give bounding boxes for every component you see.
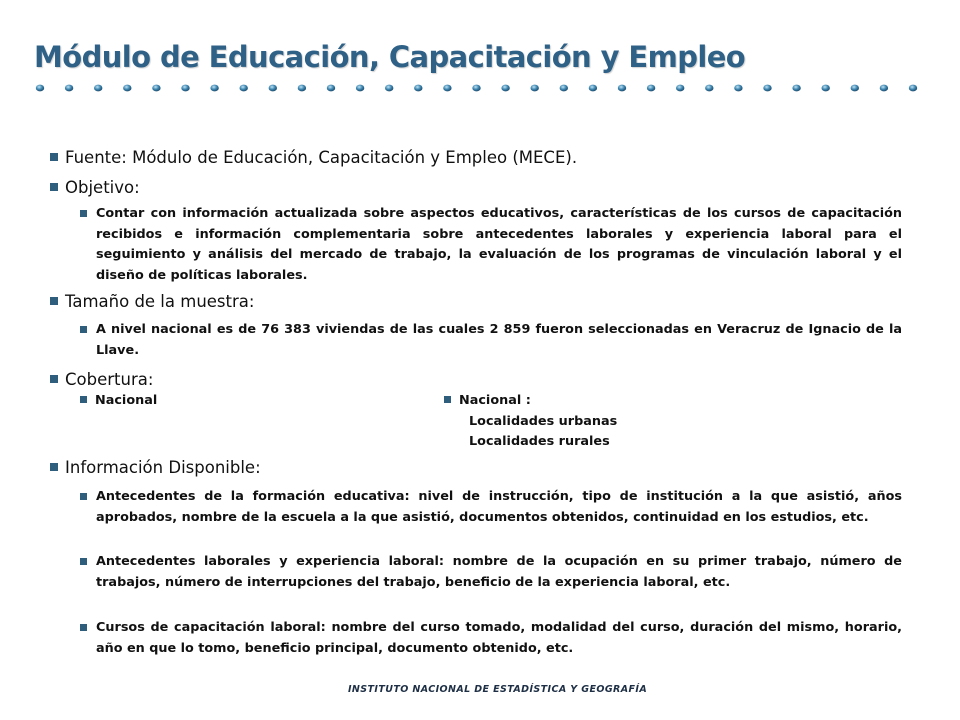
- muestra-item: [82, 320, 902, 361]
- cobertura-label: Cobertura:: [65, 370, 154, 389]
- informacion-item-text: Cursos de capacitación laboral: nombre del curso tomado, modalidad del curso, duración del mismo, horario, año en que lo tomo, beneficio principal, documento obtenido, etc.: [96, 620, 902, 656]
- section-objetivo: [50, 178, 140, 197]
- cobertura-right-list: [444, 412, 617, 453]
- square-bullet-icon: [80, 396, 87, 403]
- informacion-item: [82, 618, 902, 659]
- cobertura-right-title: Nacional :: [459, 393, 531, 408]
- square-bullet-icon: [80, 210, 87, 217]
- informacion-item: [82, 487, 902, 528]
- informacion-item-text: Antecedentes laborales y experiencia laboral: nombre de la ocupación en su primer trabajo, número de trabajos, número de interrupciones del trabajo, beneficio de la experiencia laboral, etc.: [96, 554, 902, 590]
- objetivo-item-text: Contar con información actualizada sobre aspectos educativos, características de los cursos de capacitación recibidos e información complementaria sobre antecedentes laborales y experiencia laboral para el seguimiento y análisis del mercado de trabajo, la evaluación de los programas de vinculación laboral y el diseño de políticas laborales.: [96, 206, 902, 283]
- informacion-item-text: Antecedentes de la formación educativa: nivel de instrucción, tipo de institución a la que asistió, años aprobados, nombre de la escuela a la que asistió, documentos obtenidos, continuidad en los estudios, etc.: [96, 489, 902, 525]
- objetivo-label: Objetivo:: [65, 178, 140, 197]
- cobertura-left-text: Nacional: [95, 393, 158, 408]
- square-bullet-icon: [50, 153, 58, 161]
- square-bullet-icon: [80, 624, 87, 631]
- square-bullet-icon: [80, 558, 87, 565]
- square-bullet-icon: [80, 493, 87, 500]
- section-cobertura: [50, 370, 153, 389]
- cobertura-item-rurales: Localidades rurales: [469, 434, 610, 449]
- page-title: Módulo de Educación, Capacitación y Empleo: [34, 40, 746, 74]
- section-muestra: [50, 292, 254, 311]
- square-bullet-icon: [50, 463, 58, 471]
- square-bullet-icon: [80, 326, 87, 333]
- section-fuente: [50, 148, 577, 167]
- fuente-text: Fuente: Módulo de Educación, Capacitación y Empleo (MECE).: [65, 148, 578, 167]
- section-informacion: [50, 458, 261, 477]
- muestra-label: Tamaño de la muestra:: [65, 292, 255, 311]
- objetivo-item: [82, 204, 902, 286]
- informacion-label: Información Disponible:: [65, 458, 261, 477]
- square-bullet-icon: [50, 183, 58, 191]
- cobertura-right: [444, 391, 617, 453]
- informacion-item: [82, 552, 902, 593]
- cobertura-left: [80, 391, 157, 412]
- square-bullet-icon: [444, 396, 451, 403]
- cobertura-item-urbanas: Localidades urbanas: [469, 413, 618, 429]
- muestra-item-text: A nivel nacional es de 76 383 viviendas de las cuales 2 859 fueron seleccionadas en Veracruz de Ignacio de la Llave.: [96, 322, 902, 358]
- square-bullet-icon: [50, 375, 58, 383]
- footer-institution: INSTITUTO NACIONAL DE ESTADÍSTICA Y GEOGRAFÍA: [348, 684, 648, 695]
- square-bullet-icon: [50, 297, 58, 305]
